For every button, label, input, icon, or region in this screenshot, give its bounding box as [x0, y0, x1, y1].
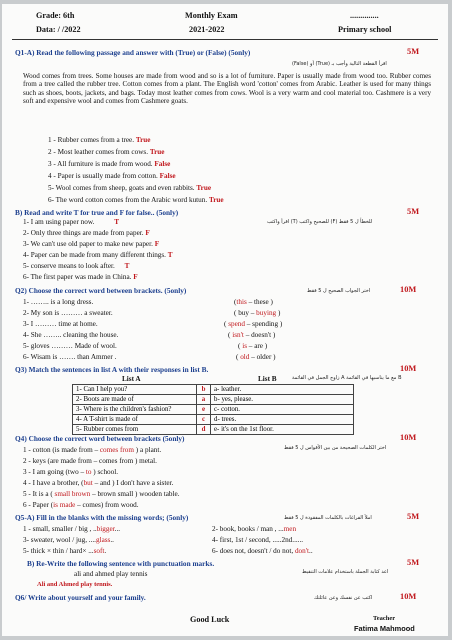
list-item: 1- I am using paper now. T: [23, 218, 119, 226]
list-item: 2 - keys (are made from – comes from ) metal.: [23, 457, 157, 465]
list-item: 4- first, 1st / second, .....2nd......: [212, 536, 304, 544]
date-label: Data: / /2022: [36, 25, 81, 34]
list-item: 6- Wisam is ……. than Ammer .: [23, 353, 117, 361]
q3-arabic: زاوج الجمل في القائمة A مع ما يناسبها في القائمة B: [292, 375, 402, 381]
list-item: 1 - cotton (is made from – comes from ) a plant.: [23, 446, 162, 454]
list-item: 5 - It is a ( small brown – brown small ) wooden table.: [23, 490, 180, 498]
good-luck: Good Luck: [190, 615, 230, 624]
q1b-mark: 5M: [407, 207, 420, 216]
q2-title: Q2) Choose the correct word between brackets. (5only): [15, 286, 187, 295]
teacher-name: Fatima Mahmood: [354, 624, 415, 633]
table-row: 1- Can I help you? b a- leather.: [73, 385, 354, 395]
q5b-title: B) Re-Write the following sentence with punctuation marks.: [27, 559, 215, 568]
q4-arabic: اختر الكلمات الصحيحة من بين الأقواس ل 5 فقط: [284, 445, 387, 451]
header-dots: ..............: [350, 11, 379, 20]
choice-bracket: ( isn't – doesn't ): [228, 331, 276, 339]
exam-page: [2, 4, 448, 636]
q2-arabic: اختر الجواب الصحيح ل 5 فقط: [307, 288, 371, 294]
list-item: 2 - Most leather comes from cows. True: [48, 148, 165, 156]
table-row: 4- A T-shirt is made of c d- trees.: [73, 415, 354, 425]
q5-mark: 5M: [407, 512, 420, 521]
list-item: 5- gloves ……… Made of wool.: [23, 342, 117, 350]
list-item: 3- sweater, wool / jug, ....glass..: [23, 536, 114, 544]
q1-mark: 5M: [407, 47, 420, 56]
list-item: 3- I ……… time at home.: [23, 320, 98, 328]
school-year: 2021-2022: [189, 25, 225, 34]
choice-bracket: (this – these ): [234, 298, 273, 306]
q6-title: Q6/ Write about yourself and your family.: [15, 593, 146, 602]
list-item: 3 - All furniture is made from wood. False: [48, 160, 171, 168]
q3-title: Q3) Match the sentences in list A with their responses in list B.: [15, 365, 209, 374]
q5b-arabic: اعد كتابة الجملة باستخدام علامات التنقيط: [302, 569, 389, 575]
q3-mark: 10M: [400, 364, 417, 373]
choice-bracket: ( is – are ): [238, 342, 268, 350]
q1-passage: Wood comes from trees. Some houses are made from wood and so is a lot of furniture. Paper is usually made from wood too. Rubber comes from a tree called the rubber tree. Cotton comes from a plant. The English word 'cotton' comes from Arabic. Leather is used for many things such as shoes, boots, jackets, and bags. Today most leather comes from cows. Wool is a very warm and cool material too. Cashmere is a very soft and expensive wool and comes from Cashmere goats.: [23, 72, 431, 105]
q6-arabic: اكتب عن نفسك وعن عائلتك: [314, 595, 373, 601]
punctuation-sentence: ali and ahmed play tennis: [74, 570, 148, 578]
list-item: 4 - Paper is usually made from cotton. False: [48, 172, 176, 180]
table-row: 2- Boots are made of a b- yes, please.: [73, 395, 354, 405]
list-item: 1 - Rubber comes from a tree. True: [48, 136, 151, 144]
list-item: 6- does not, doesn't / do not, don't..: [212, 547, 313, 555]
q4-title: Q4) Choose the correct word between brackets (5only): [15, 434, 185, 443]
teacher-label: Teacher: [373, 615, 396, 622]
list-item: 5- conserve means to look after. T: [23, 262, 130, 270]
q1-title: Q1-A) Read the following passage and answer with (True) or (False) (5only): [15, 48, 251, 57]
exam-title: Monthly Exam: [185, 11, 238, 20]
header-divider: [12, 39, 438, 40]
q4-mark: 10M: [400, 433, 417, 442]
list-item: 5- Wool comes from sheep, goats and even rabbits. True: [48, 184, 212, 192]
list-item: 1 - small, smaller / big , ..bigger...: [23, 525, 121, 533]
list-item: 2- Only three things are made from paper. F: [23, 229, 150, 237]
list-item: 4- She …….. cleaning the house.: [23, 331, 119, 339]
match-table: [72, 384, 354, 435]
q2-mark: 10M: [400, 285, 417, 294]
list-item: 6- The first paper was made in China. F: [23, 273, 138, 281]
q5b-mark: 5M: [407, 558, 420, 567]
grade-label: Grade: 6th: [36, 11, 75, 20]
choice-bracket: ( buy – buying ): [234, 309, 281, 317]
q6-mark: 10M: [400, 592, 417, 601]
list-item: 4 - I have a brother, (but – and ) I don't have a sister.: [23, 479, 174, 487]
list-a-label: List A: [122, 375, 141, 383]
list-item: 1- …….. is a long dress.: [23, 298, 94, 306]
choice-bracket: ( spend – spending ): [224, 320, 283, 328]
list-item: 2- book, books / man , ...men: [212, 525, 297, 533]
q1b-title: B) Read and write T for true and F for false.. (5only): [15, 208, 179, 217]
q1-arabic: (False) أو (True) اقرأ القطعة التالية وأجب بـ: [292, 61, 387, 67]
q1b-arabic: اقرأ واكتب (T) للصحيح واكتب (F) للخطأ ل 5 فقط: [267, 219, 373, 225]
list-b-label: List B: [258, 375, 277, 383]
table-row: 5- Rubber comes from d e- it's on the 1st floor.: [73, 425, 354, 435]
list-item: 3 - I am going (two – to ) school.: [23, 468, 119, 476]
list-item: 5- thick × thin / hard× ...soft.: [23, 547, 107, 555]
table-row: 3- Where is the children's fashion? e c- cotton.: [73, 405, 354, 415]
list-item: 4- Paper can be made from many different things. T: [23, 251, 173, 259]
list-item: 2- My son is ……… a sweater.: [23, 309, 113, 317]
q5-title: Q5-A) Fill in the blanks with the missing words; (5only): [15, 513, 189, 522]
list-item: 3- We can't use old paper to make new paper. F: [23, 240, 160, 248]
q5-arabic: املأ الفراغات بالكلمات المفقودة ل 5 فقط: [284, 515, 372, 521]
list-item: 6- The word cotton comes from the Arabic word kutun. True: [48, 196, 224, 204]
choice-bracket: ( old – older ): [236, 353, 276, 361]
punctuation-answer: Ali and Ahmed play tennis.: [37, 581, 113, 588]
school-name: Primary school: [338, 25, 392, 34]
list-item: 6 - Paper (is made – comes) from wood.: [23, 501, 139, 509]
